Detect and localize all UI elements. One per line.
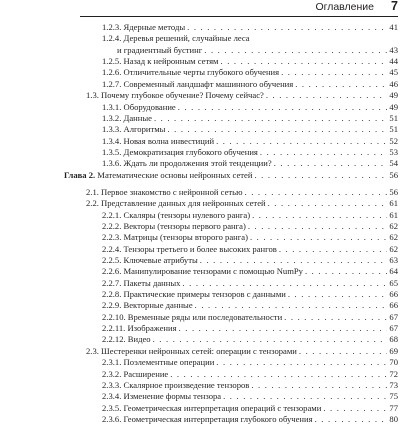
toc-entry-title: 1.3.5. Демократизация глубокого обучения xyxy=(102,146,258,157)
leader-dots xyxy=(251,380,387,390)
toc-entry-page: 51 xyxy=(389,112,398,123)
toc-entry-page: 67 xyxy=(389,311,398,322)
toc-entry-page: 43 xyxy=(389,44,398,55)
toc-entry-title: 1.3.1. Оборудование xyxy=(102,101,176,112)
toc-entry-title: 2.2.4. Тензоры третьего и более высоких рангов xyxy=(102,243,277,254)
leader-dots xyxy=(223,391,387,401)
toc-entry[interactable] xyxy=(102,136,398,146)
toc-entry-page: 44 xyxy=(389,56,398,66)
toc-entry-title: 1.3. Почему глубокое обучение? Почему сейчас? xyxy=(86,90,264,101)
toc-entry-title: 2.2.11. Изображения xyxy=(102,323,177,334)
toc-entry-page: 61 xyxy=(389,209,398,220)
leader-dots xyxy=(179,323,388,333)
page-header xyxy=(0,0,420,18)
leader-dots xyxy=(252,210,387,220)
toc-entry-title: 1.2.5. Назад к нейронным сетям xyxy=(102,56,219,66)
toc-entry-page: 66 xyxy=(389,300,398,311)
toc-entry-page: 51 xyxy=(389,124,398,135)
toc-entry-title: и градиентный бустинг xyxy=(117,44,203,55)
leader-dots xyxy=(170,369,387,379)
leader-dots xyxy=(305,266,387,276)
toc-entry[interactable] xyxy=(102,391,398,401)
toc-entry[interactable] xyxy=(102,312,398,322)
toc-entry[interactable] xyxy=(102,244,398,254)
leader-dots xyxy=(266,90,388,100)
leader-dots xyxy=(200,255,388,265)
toc-entry-title: 1.3.6. Ждать ли продолжения этой тенденции? xyxy=(102,158,272,169)
toc-entry-title: 2.2. Представление данных для нейронных сетей xyxy=(86,198,266,209)
chapter-number: Глава 2. xyxy=(64,169,96,180)
toc-entry-page: 41 xyxy=(389,22,398,32)
toc-entry[interactable] xyxy=(102,67,398,77)
leader-dots xyxy=(216,136,387,146)
toc-entry[interactable] xyxy=(102,221,398,231)
toc-entry[interactable] xyxy=(86,346,398,356)
toc-entry[interactable] xyxy=(117,45,398,55)
leader-dots xyxy=(268,198,388,208)
leader-dots xyxy=(281,67,387,77)
toc-entry[interactable] xyxy=(102,102,398,112)
toc-entry[interactable] xyxy=(102,323,398,333)
toc-entry-title: 2.2.10. Временные ряды или последовательности xyxy=(102,311,283,322)
toc-entry-title: 2.2.7. Пакеты данных xyxy=(102,277,181,288)
toc-entry[interactable] xyxy=(102,255,398,265)
leader-dots xyxy=(195,300,388,310)
leader-dots xyxy=(245,187,388,197)
toc-entry[interactable] xyxy=(102,380,398,390)
leader-dots xyxy=(288,289,388,299)
toc-entry[interactable] xyxy=(86,187,398,197)
leader-dots xyxy=(153,334,388,344)
leader-dots xyxy=(178,102,388,112)
toc-entry[interactable] xyxy=(102,147,398,157)
toc-entry-title: 2.3.3. Скалярное произведение тензоров xyxy=(102,379,250,390)
toc-entry-page: 62 xyxy=(389,220,398,231)
toc-entry-title: 2.3.2. Расширение xyxy=(102,368,169,379)
toc-entry-page: 66 xyxy=(389,289,398,300)
leader-dots xyxy=(167,124,387,134)
toc-entry-page: 67 xyxy=(389,323,398,334)
toc-entry-title: 1.2.3. Ядерные методы xyxy=(102,22,186,32)
leader-dots xyxy=(250,232,387,242)
toc-entry-title: 2.3. Шестеренки нейронных сетей: операции с тензорами xyxy=(86,345,297,356)
toc-entry-title: 2.3.1. Поэлементные операции xyxy=(102,357,215,368)
toc-entry-title: 2.1. Первое знакомство с нейронной сетью xyxy=(86,186,243,197)
toc-entry-page: 75 xyxy=(389,391,398,402)
toc-entry-page: 52 xyxy=(389,135,398,146)
toc-entry-page: 77 xyxy=(389,402,398,413)
toc-entry-title: 1.3.4. Новая волна инвестиций xyxy=(102,135,215,146)
leader-dots xyxy=(254,170,387,180)
toc-entry[interactable] xyxy=(102,113,398,123)
leader-dots xyxy=(295,79,387,89)
leader-dots xyxy=(274,158,388,168)
toc-entry-title: 1.3.3. Алгоритмы xyxy=(102,124,166,135)
toc-entry-page: 72 xyxy=(389,368,398,379)
leader-dots xyxy=(154,113,387,123)
toc-entry-page: 61 xyxy=(389,198,398,209)
leader-dots xyxy=(279,244,388,254)
toc-entry-title: 2.2.8. Практические примеры тензоров с данными xyxy=(102,289,286,300)
header-divider xyxy=(80,16,398,17)
toc-entry-title[interactable]: 1.2.4. Деревья решений, случайные леса xyxy=(102,33,250,44)
toc-entry-page: 73 xyxy=(389,379,398,390)
toc-entry[interactable] xyxy=(102,278,398,288)
toc-entry[interactable] xyxy=(102,56,398,66)
leader-dots xyxy=(284,312,387,322)
toc-entry[interactable] xyxy=(102,266,398,276)
running-title: Оглавление xyxy=(315,1,374,13)
toc-entry[interactable] xyxy=(102,22,398,32)
toc-entry[interactable] xyxy=(102,124,398,134)
toc-entry-title xyxy=(64,170,252,180)
toc-entry-page: 80 xyxy=(389,413,398,424)
leader-dots xyxy=(323,403,387,413)
leader-dots xyxy=(187,22,387,32)
toc-entry-title: 1.2.7. Современный ландшафт машинного обучения xyxy=(102,78,294,89)
toc-entry[interactable] xyxy=(102,414,398,424)
toc-entry-title: 2.2.5. Ключевые атрибуты xyxy=(102,255,198,265)
leader-dots xyxy=(216,357,387,367)
toc-entry[interactable] xyxy=(102,232,398,242)
toc-entry[interactable] xyxy=(102,334,398,344)
toc-entry-page: 69 xyxy=(389,345,398,356)
toc-entry-title: 2.3.4. Изменение формы тензора xyxy=(102,391,222,402)
toc-entry[interactable] xyxy=(102,79,398,89)
leader-dots xyxy=(248,221,388,231)
toc-entry-title: 2.3.5. Геометрическая интерпретация операций с тензорами xyxy=(102,402,322,413)
toc-entry-title: 2.2.9. Векторные данные xyxy=(102,300,193,311)
toc-entry[interactable] xyxy=(102,289,398,299)
toc-entry-page: 62 xyxy=(389,232,398,243)
leader-dots xyxy=(299,346,388,356)
toc-entry-page: 56 xyxy=(389,186,398,197)
toc-entry[interactable] xyxy=(102,300,398,310)
toc-entry[interactable] xyxy=(102,210,398,220)
toc-entry-title: 1.3.2. Данные xyxy=(102,112,152,123)
toc-entry-page: 63 xyxy=(389,255,398,265)
toc-entry-page: 62 xyxy=(389,243,398,254)
toc-entry-page: 68 xyxy=(389,334,398,345)
toc-entry-page: 56 xyxy=(389,169,398,180)
toc-entry[interactable] xyxy=(86,90,398,100)
toc-entry[interactable] xyxy=(102,158,398,168)
toc-entry-title: 2.2.1. Скаляры (тензоры нулевого ранга) xyxy=(102,209,251,220)
toc-entry-page: 45 xyxy=(389,67,398,78)
toc-entry[interactable] xyxy=(102,403,398,413)
toc-entry-title: 2.2.3. Матрицы (тензоры второго ранга) xyxy=(102,232,248,243)
toc-entry-page: 49 xyxy=(389,101,398,112)
leader-dots xyxy=(221,56,388,66)
toc-entry-page: 64 xyxy=(389,266,398,277)
toc-entry[interactable] xyxy=(102,369,398,379)
toc-entry-page: 65 xyxy=(389,277,398,288)
toc-entry-page: 46 xyxy=(389,78,398,89)
toc-entry-page: 54 xyxy=(389,158,398,169)
toc-entry-title: 1.2.6. Отличительные черты глубокого обучения xyxy=(102,67,280,78)
chapter-title: Математические основы нейронных сетей xyxy=(95,169,253,180)
toc-entry-page: 53 xyxy=(389,146,398,157)
toc-entry-title: 2.2.12. Видео xyxy=(102,334,151,345)
toc-chapter-entry[interactable] xyxy=(64,170,398,180)
toc-entry[interactable] xyxy=(86,198,398,208)
toc-entry-page: 49 xyxy=(389,90,398,101)
leader-dots xyxy=(182,278,387,288)
toc-entry-page: 70 xyxy=(389,357,398,368)
leader-dots xyxy=(204,45,387,55)
leader-dots xyxy=(260,147,388,157)
toc-entry-title: 2.3.6. Геометрическая интерпретация глубокого обучения xyxy=(102,413,313,424)
leader-dots xyxy=(315,414,388,424)
page-number: 7 xyxy=(391,0,398,13)
toc-entry-title: 2.2.6. Манипулирование тензорами с помощью NumPy xyxy=(102,266,303,277)
toc-entry-title: 2.2.2. Векторы (тензоры первого ранга) xyxy=(102,220,246,231)
toc-entry[interactable] xyxy=(102,357,398,367)
